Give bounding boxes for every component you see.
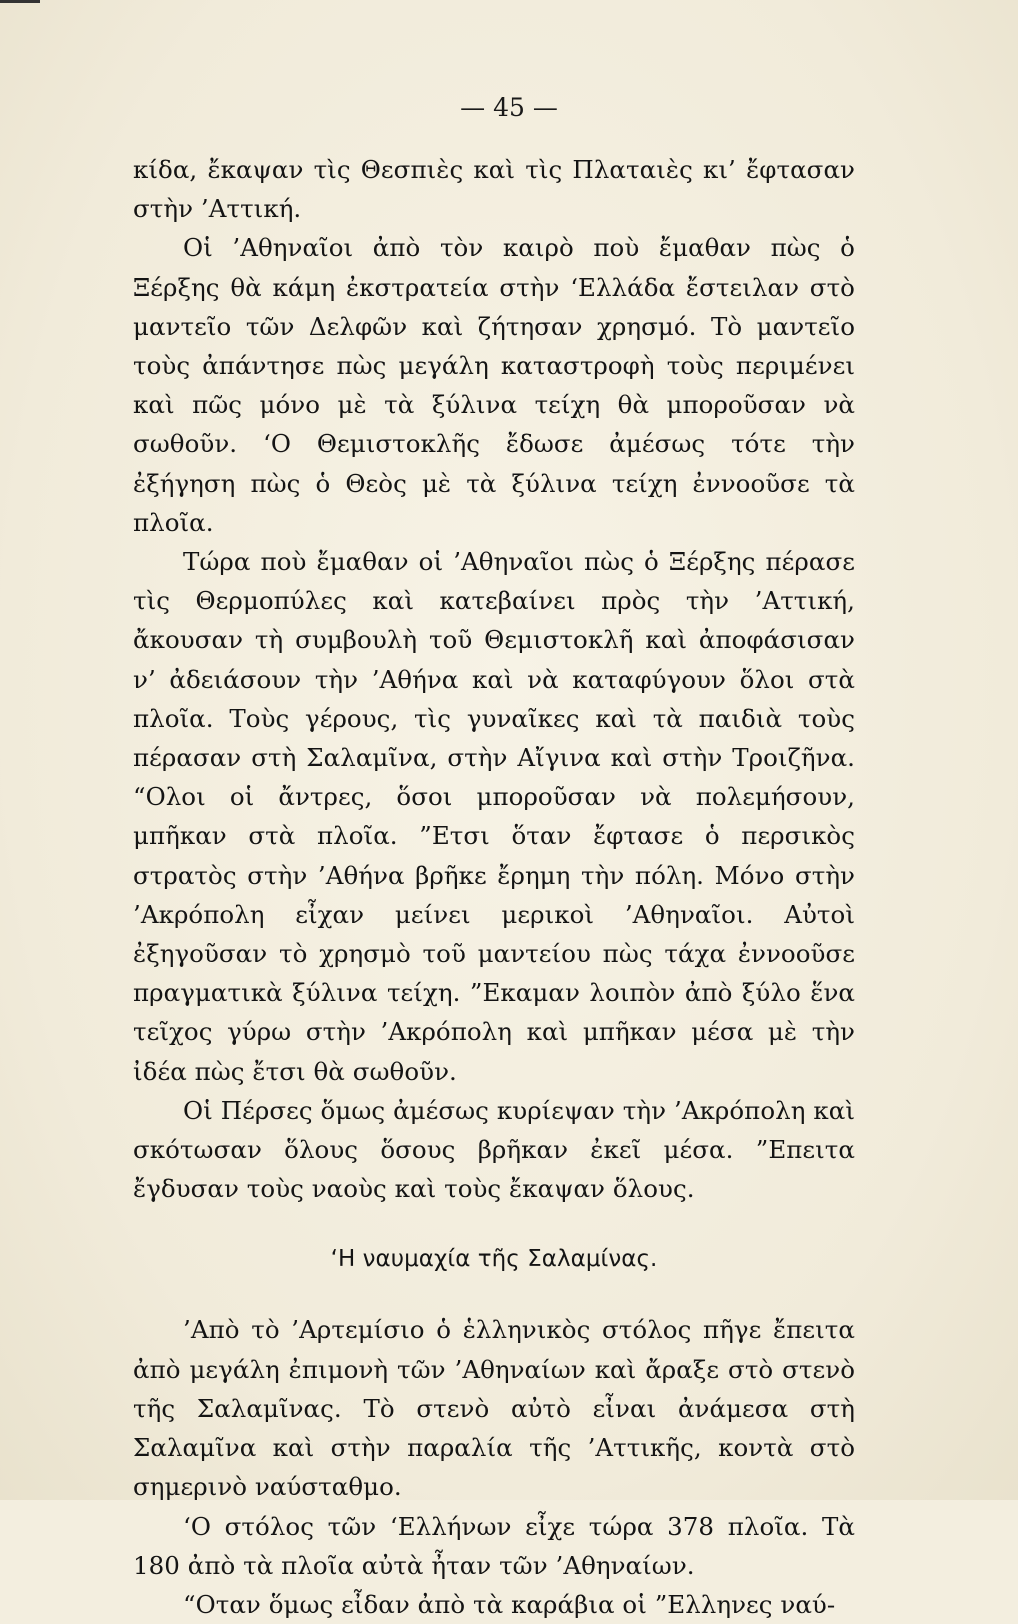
paragraph: Οἱ Πέρσες ὅμως ἀμέσως κυρίεψαν τὴν ’Ακρόπολη καὶ σκότωσαν ὅλους ὅσους βρῆκαν ἐκεῖ μέσα. ”Επειτα ἔγδυσαν τοὺς ναοὺς καὶ τοὺς ἔκαψαν ὅλους.: [133, 1095, 855, 1204]
section-heading: ‘Η ναυμαχία τῆς Σαλαμίνας.: [330, 1246, 658, 1273]
body-text: [133, 150, 855, 1624]
paragraph: “Οταν ὅμως εἶδαν ἀπὸ τὰ καράβια οἱ ”Ελληνες ναύ-: [183, 1589, 836, 1619]
paragraph: ‘Ο στόλος τῶν ‘Ελλήνων εἶχε τώρα 378 πλοῖα. Τὰ 180 ἀπὸ τὰ πλοῖα αὐτὰ ἦταν τῶν ’Αθηναίων.: [133, 1511, 855, 1580]
page-number: — 45 —: [460, 93, 558, 122]
ink-mark: [0, 0, 40, 3]
paragraph: Τώρα ποὺ ἔμαθαν οἱ ’Αθηναῖοι πὼς ὁ Ξέρξης πέρασε τὶς Θερμοπύλες καὶ κατεβαίνει πρὸς τὴν ’Αττική, ἄκουσαν τὴ συμβουλὴ τοῦ Θεμιστοκλῆ καὶ ἀποφάσισαν ν’ ἀδειάσουν τὴν ’Αθήνα καὶ νὰ καταφύγουν ὅλοι στὰ πλοῖα. Τοὺς γέρους, τὶς γυναῖκες καὶ τὰ παιδιὰ τοὺς πέρασαν στὴ Σαλαμῖνα, στὴν Αἴγινα καὶ στὴν Τροιζῆνα. “Ολοι οἱ ἄντρες, ὅσοι μποροῦσαν νὰ πολεμήσουν, μπῆκαν στὰ πλοῖα. ”Ετσι ὅταν ἔφτασε ὁ περσικὸς στρατὸς στὴν ’Αθήνα βρῆκε ἔρημη τὴν πόλη. Μόνο στὴν ’Ακρόπολη εἶχαν μείνει μερικοὶ ’Αθηναῖοι. Αὐτοὶ ἐξηγοῦσαν τὸ χρησμὸ τοῦ μαντείου πὼς τάχα ἐννοοῦσε πραγματικὰ ξύλινα τείχη. ”Εκαμαν λοιπὸν ἀπὸ ξύλο ἕνα τεῖχος γύρω στὴν ’Ακρόπολη καὶ μπῆκαν μέσα μὲ τὴν ἰδέα πὼς ἔτσι θὰ σωθοῦν.: [133, 547, 855, 1086]
paragraph: Οἱ ’Αθηναῖοι ἀπὸ τὸν καιρὸ ποὺ ἔμαθαν πὼς ὁ Ξέρξης θὰ κάμη ἐκστρατεία στὴν ‘Ελλάδα ἔστειλαν στὸ μαντεῖο τῶν Δελφῶν καὶ ζήτησαν χρησμό. Τὸ μαντεῖο τοὺς ἀπάντησε πὼς μεγάλη καταστροφὴ τοὺς περιμένει καὶ πῶς μόνο μὲ τὰ ξύλινα τείχη θὰ μποροῦσαν νὰ σωθοῦν. ‘Ο Θεμιστοκλῆς ἔδωσε ἀμέσως τότε τὴν ἐξήγηση πὼς ὁ Θεὸς μὲ τὰ ξύλινα τείχη ἐννοοῦσε τὰ πλοῖα.: [133, 233, 855, 537]
paragraph-continued: κίδα, ἔκαψαν τὶς Θεσπιὲς καὶ τὶς Πλαταιὲς κι’ ἔφτασαν στὴν ’Αττική.: [133, 155, 855, 224]
paragraph: ’Απὸ τὸ ’Αρτεμίσιο ὁ ἑλληνικὸς στόλος πῆγε ἔπειτα ἀπὸ μεγάλη ἐπιμονὴ τῶν ’Αθηναίων καὶ ἄραξε στὸ στενὸ τῆς Σαλαμῖνας. Τὸ στενὸ αὐτὸ εἶναι ἀνάμεσα στὴ Σαλαμῖνα καὶ στὴν παραλία τῆς ’Αττικῆς, κοντὰ στὸ σημερινὸ ναύσταθμο.: [133, 1315, 855, 1502]
